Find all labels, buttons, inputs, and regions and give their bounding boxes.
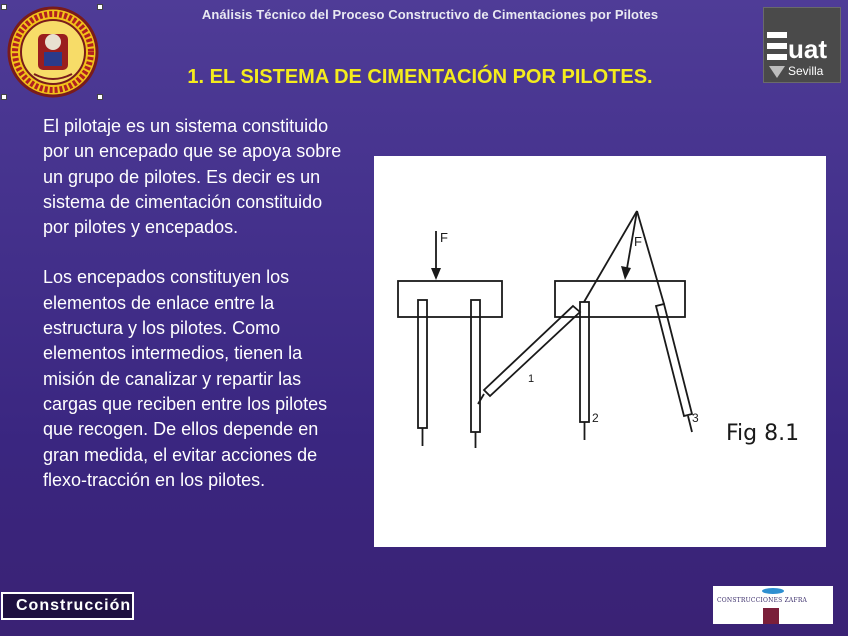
university-seal-logo <box>4 4 102 100</box>
selection-handle[interactable] <box>1 94 7 100</box>
body-paragraph-2: Los encepados constituyen los elementos de enlace entre la estructura y los pilotes. Como elementos intermedios, tienen la misión de canalizar y repartir las cargas que reciben entre los pilotes que recogen. De ellos depende en gran medida, el evitar acciones de flexo-tracción en los pilotes. <box>43 267 328 490</box>
pile-left-2 <box>471 300 480 432</box>
pile-foundation-figure <box>374 156 826 547</box>
pile-cap-left <box>398 281 502 317</box>
company-logo-icon <box>713 586 833 624</box>
footer-section-label: Construcción <box>1 592 134 620</box>
slide-title: 1. EL SISTEMA DE CIMENTACIÓN POR PILOTES. <box>187 66 653 88</box>
selection-handle[interactable] <box>1 4 7 10</box>
header-title: Análisis Técnico del Proceso Constructivo de Cimentaciones por Pilotes <box>201 7 659 22</box>
force-label-left: F <box>440 230 448 245</box>
pile-vertical-2 <box>580 302 589 422</box>
body-paragraph-1: El pilotaje es un sistema constituido por un encepado que se apoya sobre un grupo de pilotes. Es decir es un sistema de cimentación constituido por pilotes y encepados. <box>43 116 342 238</box>
figure-caption: Fig 8.1 <box>726 421 800 446</box>
pile-label-3: 3 <box>692 411 699 425</box>
euat-logo-subtext: Sevilla <box>788 64 824 78</box>
pile-left-1 <box>418 300 427 428</box>
euat-logo-text: uat <box>788 34 827 64</box>
pile-label-1: 1 <box>528 373 535 385</box>
euat-mark-icon <box>767 32 789 92</box>
pile-inclined-3 <box>656 304 692 416</box>
company-logo-text: CONSTRUCCIONES ZAFRA <box>717 597 808 604</box>
company-logo <box>713 586 833 624</box>
euat-logo <box>763 7 841 83</box>
selection-handle[interactable] <box>97 4 103 10</box>
pile-label-2: 2 <box>592 411 599 425</box>
pile-diagram <box>374 156 826 547</box>
selection-handle[interactable] <box>97 94 103 100</box>
force-label-right: F <box>634 234 642 249</box>
body-text <box>43 114 353 518</box>
